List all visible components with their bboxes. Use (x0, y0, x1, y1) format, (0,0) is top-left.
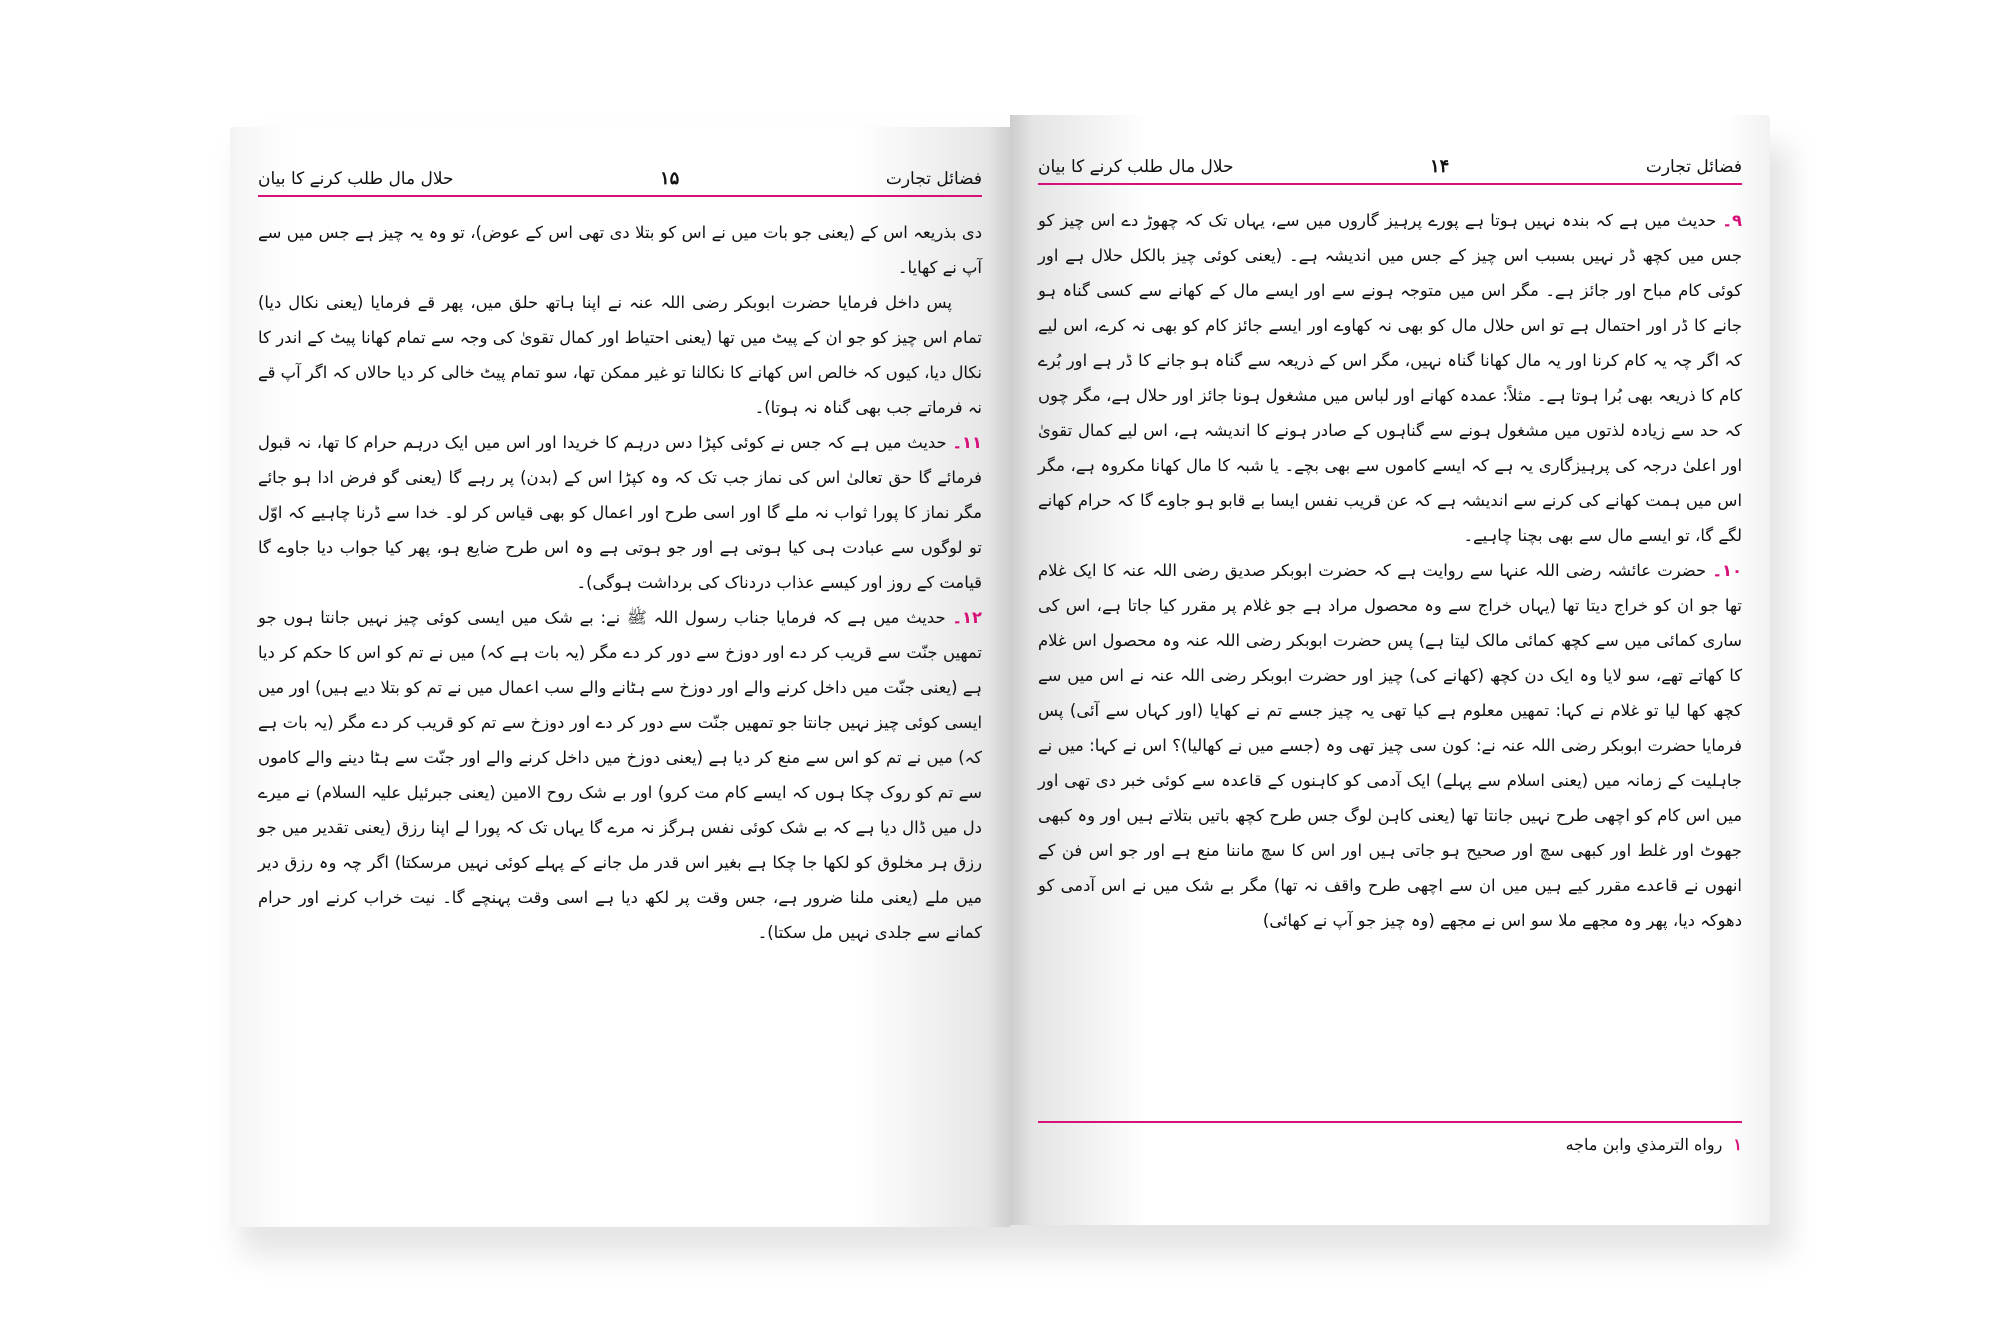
hadith-text: حدیث میں ہے کہ فرمایا جناب رسول اللہ ﷺ نے: بے شک میں ایسی کوئی چیز نہیں جانتا ہوں جو تمھیں جنّت سے قریب کر دے اور دوزخ سے دور کر دے مگر (یہ بات ہے کہ) میں نے تم کو اس کا حکم کر دیا ہے (یعنی جنّت میں داخل کرنے والے اور دوزخ سے ہٹانے والے سب اعمال میں نے تم کو بتلا دیے ہیں) اور میں ایسی کوئی چیز نہیں جانتا جو تمھیں جنّت سے دور کر دے اور دوزخ سے تم کو قریب کر دے مگر (یہ بات ہے کہ) میں نے تم کو اس سے منع کر دیا ہے (یعنی دوزخ میں داخل کرنے والے اور جنّت سے ہٹا دینے والے کاموں سے تم کو روک چکا ہوں کہ ایسے کام مت کرو) اور بے شک روح الامین (یعنی جبرئیل علیہ السلام) نے میرے دل میں ڈال دیا ہے کہ بے شک کوئی نفس ہرگز نہ مرے گا یہاں تک کہ پورا لے اپنا رزق (یعنی تقدیر میں جو رزق ہر مخلوق کو لکھا جا چکا ہے بغیر اس قدر مل جانے کے پہلے کوئی نہیں مرسکتا) اگر چہ وہ رزق دیر میں ملے (یعنی ملنا ضرور ہے، جس وقت پر لکھ دیا ہے اسی وقت پہنچے گا۔ نیت خراب کرنے اور حرام کمانے سے جلدی نہیں مل سکتا)۔ (258, 608, 982, 942)
left-page-body (258, 215, 982, 950)
left-page-header (258, 159, 982, 189)
hadith-12 (258, 600, 982, 950)
page-number: ۱۴ (1430, 156, 1450, 177)
hadith-text: حضرت عائشہ رضی اللہ عنہا سے روایت ہے کہ حضرت ابوبکر صدیق رضی اللہ عنہ کا ایک غلام تھا جو ان کو خراج دیتا تھا (یہاں خراج سے وہ محصول مراد ہے جو غلام پر مقرر کیا جاتا ہے، اس کی ساری کمائی میں سے کچھ کمائی مالک لیتا ہے) پس حضرت ابوبکر رضی اللہ عنہ وہ محصول اس غلام کا کھاتے تھے، سو لایا وہ ایک دن کچھ (کھانے کی) چیز اور حضرت ابوبکر رضی اللہ عنہ نے اس میں سے کچھ کھا لیا تو غلام نے کہا: تمھیں معلوم ہے کیا تھی یہ چیز جسے تم نے کھایا (اور کہاں سے آئی) پس فرمایا حضرت ابوبکر رضی اللہ عنہ نے: کون سی چیز تھی وہ (جسے میں نے کھالیا)؟ اس نے کہا: میں نے جاہلیت کے زمانہ میں (یعنی اسلام سے پہلے) ایک آدمی کو کاہنوں کے قاعدہ سے کوئی خبر دی تھی اور میں اس کام کو اچھی طرح نہیں جانتا تھا (یعنی کاہن لوگ جس طرح کچھ باتیں بتلاتے ہیں اور وہ کبھی جھوٹ اور غلط اور کبھی سچ اور صحیح ہو جاتی ہیں اور اس کا سچ ماننا منع ہے اور جو اس فن کے انھوں نے قاعدے مقرر کیے ہیں میں ان سے اچھی طرح واقف نہ تھا) مگر بے شک میں نے اس آدمی کو دھوکہ دیا، پھر وہ مجھے ملا سو اس نے مجھے (وہ چیز جو آپ نے کھائی) (1038, 561, 1742, 930)
hadith-text: حدیث میں ہے کہ بندہ نہیں ہوتا ہے پورے پرہیز گاروں میں سے، یہاں تک کہ چھوڑ دے اس چیز کو جس میں کچھ ڈر نہیں بسبب اس چیز کے جس میں اندیشہ ہے۔ (یعنی کوئی چیز بالکل حلال ہے اور کوئی کام مباح اور جائز ہے۔ مگر اس میں متوجہ ہونے سے اور ایسے مال کے کھانے سے کسی گناہ ہو جانے کا ڈر اور احتمال ہے تو اس حلال مال کو بھی نہ کھاوے اور ایسے جائز کام کو بھی نہ کرے، اس لیے کہ اگر چہ یہ کام کرنا اور یہ مال کھانا گناہ نہیں، مگر اس کے ذریعہ سے گناہ ہو جانے کا ڈر ہے اور بُرے کام کا ذریعہ بھی بُرا ہوتا ہے۔ مثلاً: عمدہ کھانے اور لباس میں مشغول ہونا جائز اور حلال ہے، مگر چوں کہ حد سے زیادہ لذتوں میں مشغول ہونے سے گناہوں کے صادر ہونے کا اندیشہ ہے، اس لیے کمال تقویٰ اور اعلیٰ درجہ کی پرہیزگاری یہ ہے کہ ایسے کاموں سے بھی بچے۔ یا شبہ کا مال کھانا مکروہ ہے، مگر اس میں ہمت کھانے کی کرنے سے اندیشہ ہے کہ عن قریب نفس ایسا بے قابو ہو جاوے گا کہ حرام کھانے لگے گا، تو ایسے مال سے بھی بچنا چاہیے۔ (1038, 211, 1742, 545)
header-rule (258, 195, 982, 197)
hadith-number: ۹۔ (1722, 211, 1742, 230)
header-book-title: فضائل تجارت (885, 169, 982, 189)
hadith-number: ۱۱۔ (952, 433, 982, 452)
footnote-text: رواه الترمذي وابن ماجه (1565, 1135, 1723, 1154)
footnote-rule (1038, 1121, 1742, 1123)
header-rule (1038, 183, 1742, 185)
hadith-number: ۱۰۔ (1712, 561, 1743, 580)
footnote-mark: ۱ (1733, 1135, 1742, 1154)
left-page (230, 127, 1010, 1227)
hadith-11 (258, 425, 982, 600)
header-book-title: فضائل تجارت (1645, 157, 1742, 177)
header-chapter-title: حلال مال طلب کرنے کا بیان (258, 169, 454, 189)
hadith-number: ۱۲۔ (952, 608, 983, 627)
page-number: ۱۵ (660, 168, 680, 189)
right-page-header (1038, 147, 1742, 177)
hadith-10 (1038, 553, 1742, 938)
right-page-body (1038, 203, 1742, 938)
right-page (1010, 115, 1770, 1225)
open-book (230, 115, 1790, 1255)
footnote (1038, 1135, 1742, 1154)
hadith-text: حدیث میں ہے کہ جس نے کوئی کپڑا دس درہم کا خریدا اور اس میں ایک درہم حرام کا تھا، نہ قبول فرمائے گا حق تعالیٰ اس کی نماز جب تک کہ وہ کپڑا اس کے (بدن) پر رہے گا (یعنی گو فرض ادا ہو جائے مگر نماز کا پورا ثواب نہ ملے گا اور اسی طرح اور اعمال کو بھی قیاس کر لو۔ خدا سے ڈرنا چاہیے کہ اوّل تو لوگوں سے عبادت ہی کیا ہوتی ہے اور جو ہوتی ہے وہ اس طرح ضایع ہو، پھر کیا جواب دیا جاوے گا قیامت کے روز اور کیسے عذاب دردناک کی برداشت ہوگی)۔ (258, 433, 982, 592)
paragraph: دی بذریعہ اس کے (یعنی جو بات میں نے اس کو بتلا دی تھی اس کے عوض)، تو وہ یہ چیز ہے جس میں سے آپ نے کھایا۔ (258, 223, 982, 277)
hadith-9 (1038, 203, 1742, 553)
paragraph: پس داخل فرمایا حضرت ابوبکر رضی اللہ عنہ نے اپنا ہاتھ حلق میں، پھر قے فرمایا (یعنی نکال دیا) تمام اس چیز کو جو ان کے پیٹ میں تھا (یعنی احتیاط اور کمال تقویٰ کی وجہ سے تمام کھانا پیٹ کے اندر کا نکال دیا، کیوں کہ خالص اس کھانے کا نکالنا تو غیر ممکن تھا، سو تمام پیٹ خالی کر دیا حالاں کہ اگر آپ قے نہ فرماتے جب بھی گناہ نہ ہوتا)۔ (258, 293, 982, 417)
header-chapter-title: حلال مال طلب کرنے کا بیان (1038, 157, 1234, 177)
